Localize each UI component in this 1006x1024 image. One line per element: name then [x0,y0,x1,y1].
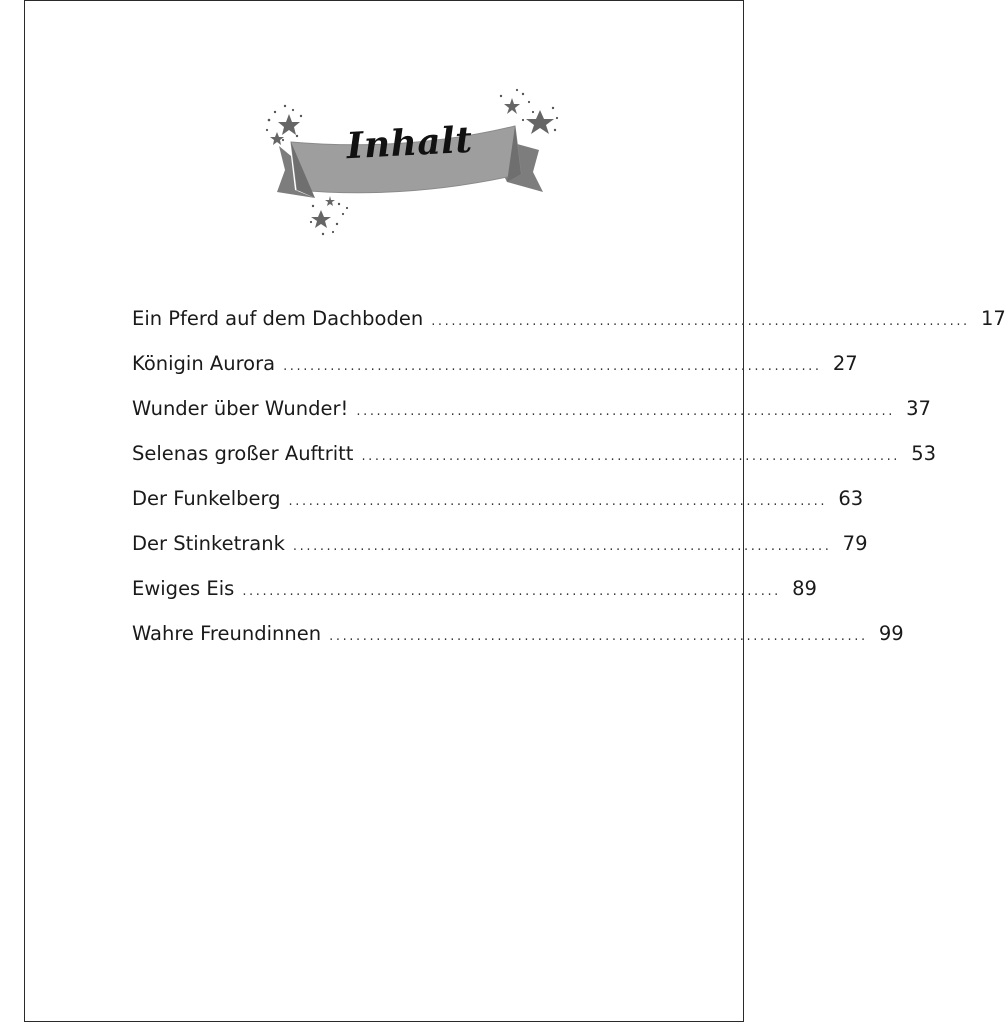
toc-entry-page-number: 27 [832,352,858,375]
toc-dot-leader: ................................................................................ [288,494,828,509]
toc-dot-leader: ................................................................................ [356,404,895,419]
toc-dot-leader: ................................................................................ [242,584,781,599]
toc-entry-title: Der Stinketrank [132,532,285,555]
toc-entry-page-number: 17 [980,307,1006,330]
toc-entry-title: Ein Pferd auf dem Dachboden [132,307,424,330]
toc-entry [132,577,817,622]
toc-entry-page-number: 63 [838,487,864,510]
table-of-contents [132,307,1006,667]
toc-entry-page-number: 89 [792,577,817,600]
toc-entry-title: Der Funkelberg [132,487,281,510]
toc-entry-page-number: 37 [906,397,931,420]
toc-entry-page-number: 79 [842,532,868,555]
star-icon [311,210,331,228]
toc-dot-leader: ................................................................................ [329,629,868,644]
book-page [24,0,1006,1022]
toc-entry [132,442,937,487]
toc-entry [132,307,1006,352]
toc-entry [132,397,931,442]
star-icon [325,196,335,206]
toc-entry-title: Wahre Freundinnen [132,622,322,645]
toc-dot-leader: ................................................................................ [361,449,901,464]
toc-dot-leader: ................................................................................ [431,314,970,329]
toc-entry [132,532,868,577]
star-icon [504,98,520,114]
toc-entry-title: Ewiges Eis [132,577,235,600]
toc-entry [132,352,858,397]
title-banner [257,86,562,241]
toc-dot-leader: ................................................................................ [283,359,822,374]
toc-entry-title: Wunder über Wunder! [132,397,349,420]
toc-entry [132,487,864,532]
toc-entry-title: Königin Aurora [132,352,276,375]
page-title: Inhalt [345,118,474,168]
toc-entry-page-number: 53 [911,442,937,465]
toc-entry-title: Selenas großer Auftritt [132,442,354,465]
toc-entry [132,622,904,667]
toc-dot-leader: ................................................................................ [292,539,832,554]
toc-entry-page-number: 99 [878,622,904,645]
